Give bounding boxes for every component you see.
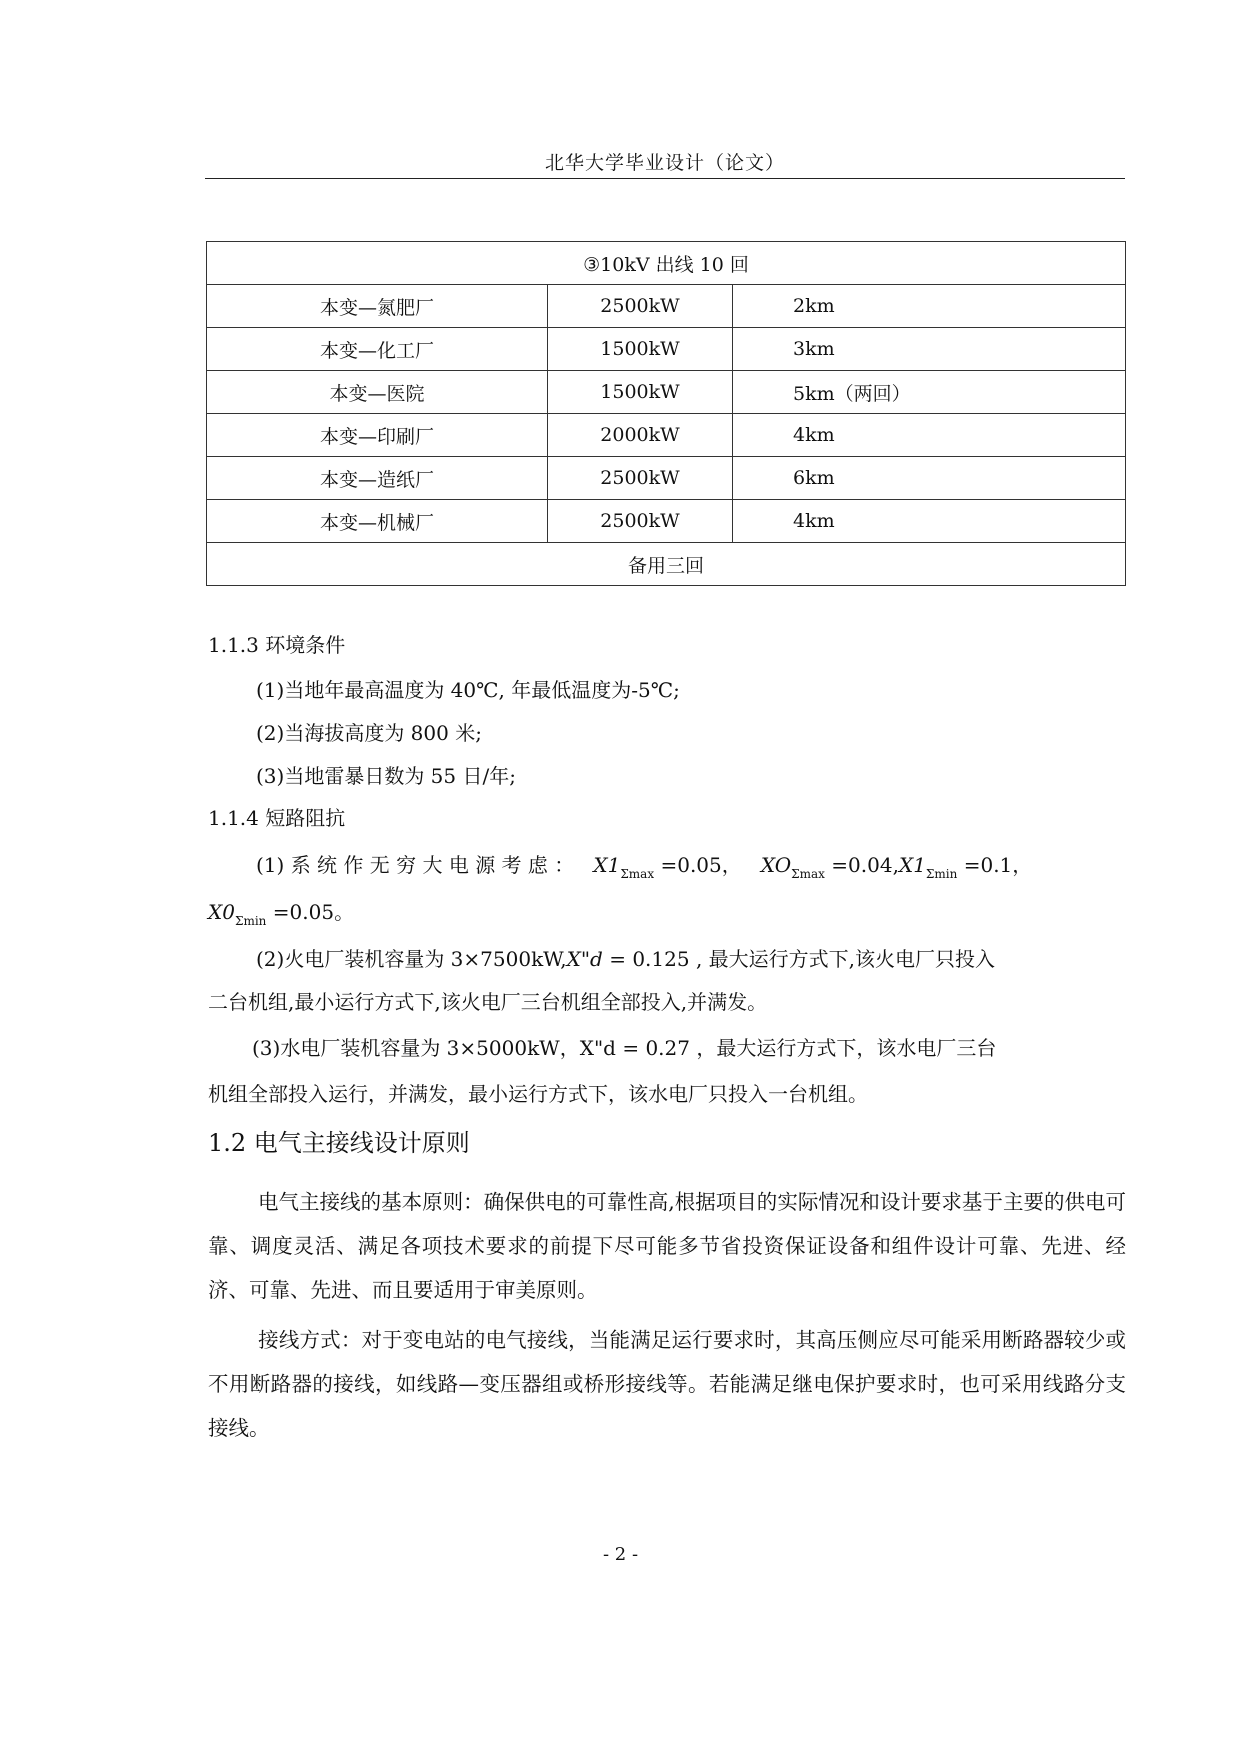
impedance-item-3-line1: (3)水电厂装机容量为 3×5000kW，X"d = 0.27 ，最大运行方式下，该水电厂三台 [252,1036,997,1060]
outlet-name: 本变—印刷厂 [207,414,548,457]
wiring-paragraph [208,1318,1126,1450]
outlet-power: 2500kW [548,457,733,500]
page-number: - 2 - [602,1544,639,1565]
table-footer-row [207,543,1126,586]
table-row [207,414,1126,457]
outlet-distance: 3km [733,328,1126,371]
impedance-item-2 [256,945,995,973]
section-heading-1-2: 1.2 电气主接线设计原则 [208,1129,470,1157]
env-item-3: (3)当地雷暴日数为 55 日/年; [256,764,516,788]
x1-min-subscript: Σmin [925,867,958,881]
impedance-item-1-prefix: (1) 系 统 作 无 穷 大 电 源 考 虑 ： [256,853,575,877]
outlet-distance: 5km（两回） [733,371,1126,414]
xo-max-value: =0.04 [831,853,893,877]
outlet-power: 1500kW [548,328,733,371]
impedance-item-3-line2: 机组全部投入运行，并满发，最小运行方式下，该水电厂只投入一台机组。 [208,1082,868,1106]
x1-max-subscript: Σmax [620,867,655,881]
x0-min-value: =0.05 [272,900,335,924]
principle-paragraph [208,1180,1126,1312]
env-item-2: (2)当海拔高度为 800 米; [256,721,482,745]
outlet-distance: 6km [733,457,1126,500]
table-row [207,457,1126,500]
xd-symbol: X"d [566,947,603,971]
impedance-item-2-part-b: = 0.125 , 最大运行方式下,该火电厂只投入 [602,947,996,971]
table-row [207,285,1126,328]
principle-text: 电气主接线的基本原则：确保供电的可靠性高,根据项目的实际情况和设计要求基于主要的供电可靠、调度灵活、满足各项技术要求的前提下尽可能多节省投资保证设备和组件设计可靠、先进、经济、可靠、先进、而且要适用于审美原则。 [208,1190,1126,1302]
table-footer: 备用三回 [207,543,1126,586]
table-title-row [207,242,1126,285]
x1-max-value: =0.05 [660,853,722,877]
outlet-distance: 4km [733,414,1126,457]
page-header: 北华大学毕业设计（论文） [544,152,785,174]
x1-max-symbol: X1 [593,853,621,877]
x0-min-symbol: X0 [208,900,235,924]
impedance-item-2-part-a: (2)火电厂装机容量为 3×7500kW, [256,947,567,971]
table-title: ③10kV 出线 10 回 [207,242,1126,285]
outlet-name: 本变—化工厂 [207,328,548,371]
x1-min-symbol: X1 [898,853,926,877]
outlet-table [206,241,1126,586]
outlet-power: 1500kW [548,371,733,414]
impedance-item-1: (1) 系 统 作 无 穷 大 电 源 考 虑 ： $X1_{\Sigma max} =0.05$， $XO_{\Sigma max} =0.04,X1_{\Sigma min} =0.1$， [256,853,1033,881]
header-rule [205,178,1125,179]
outlet-distance: 4km [733,500,1126,543]
impedance-item-2-line2: 二台机组,最小运行方式下,该火电厂三台机组全部投入,并满发。 [208,990,768,1014]
outlet-name: 本变—氮肥厂 [207,285,548,328]
xo-max-symbol: XO [760,853,792,877]
xo-max-subscript: Σmax [791,867,825,881]
table-row [207,371,1126,414]
outlet-name: 本变—造纸厂 [207,457,548,500]
outlet-power: 2500kW [548,285,733,328]
table-row [207,328,1126,371]
section-heading-1-1-3: 1.1.3 环境条件 [208,633,346,657]
impedance-item-1-cont: $X0_{\Sigma min} =0.05$。 [208,900,355,928]
x0-min-subscript: Σmin [234,914,267,928]
outlet-power: 2000kW [548,414,733,457]
outlet-name: 本变—机械厂 [207,500,548,543]
wiring-text: 接线方式：对于变电站的电气接线，当能满足运行要求时，其高压侧应尽可能采用断路器较少或不用断路器的接线，如线路—变压器组或桥形接线等。若能满足继电保护要求时，也可采用线路分支接线。 [208,1328,1126,1440]
outlet-power: 2500kW [548,500,733,543]
section-heading-1-1-4: 1.1.4 短路阻抗 [208,806,346,830]
outlet-distance: 2km [733,285,1126,328]
outlet-name: 本变—医院 [207,371,548,414]
env-item-1: (1)当地年最高温度为 40℃, 年最低温度为-5℃; [256,678,680,702]
table-row [207,500,1126,543]
x1-min-value: =0.1 [963,853,1013,877]
